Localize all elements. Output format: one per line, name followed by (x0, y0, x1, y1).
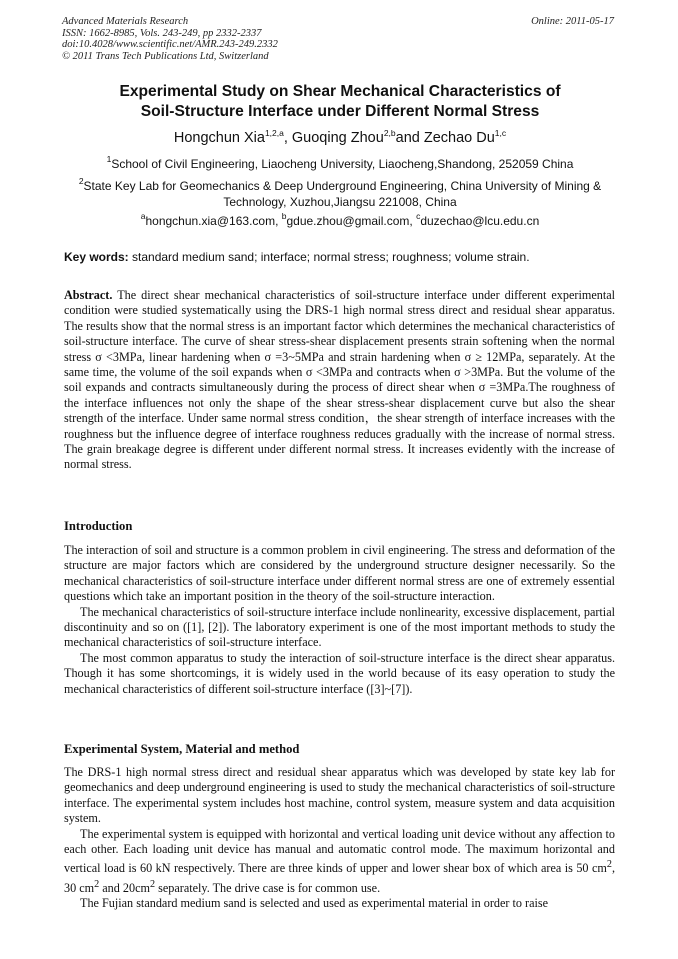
issn-line: ISSN: 1662-8985, Vols. 243-249, pp 2332-2337 (62, 27, 262, 39)
author-list (60, 130, 620, 146)
email-list (62, 211, 618, 228)
title-line-2: Soil-Structure Interface under Different Normal Stress (140, 103, 540, 120)
author-1: Hongchun Xia (173, 130, 265, 146)
intro-paragraph-1: The interaction of soil and structure is a common problem in civil engineering. The stress and deformation of the structure are major factors which are considered by the underground structure designer necessarily. So the mechanical characteristics of soil-structure interface under different normal stress are one of extremely essential questions which take an important position in the theory of the soil-structure interaction. (64, 543, 615, 604)
exp-p2-part-a: The experimental system is equipped with horizontal and vertical loading unit device without any affection to each other. Each loading unit device has manual and automatic control mode. The maximum horizontal and vertical load is 60 kN respectively. There are three kinds of upper and lower shear box of which area is 50 cm (64, 826, 615, 876)
journal-header (62, 16, 278, 62)
title-line-1: Experimental Study on Shear Mechanical Characteristics of (119, 83, 561, 100)
online-date: Online: 2011-05-17 (531, 16, 614, 27)
intro-paragraph-3: The most common apparatus to study the interaction of soil-structure interface is the direct shear apparatus. Though it has some shortcomings, it is widely used in the world because of its easy operation to study the mechanical characteristics of different soil-structure interface ([3]~[7]). (64, 650, 615, 696)
cm2-sup-1: 2 (606, 859, 612, 871)
exp-p2-part-c: and 20cm (99, 880, 150, 895)
email-b: gdue.zhou@gmail.com, (286, 214, 417, 228)
author-3-sup: 1,c (494, 128, 507, 138)
keywords (64, 250, 620, 264)
doi-line: doi:10.4028/www.scientific.net/AMR.243-249.2332 (62, 39, 278, 50)
abstract-label: Abstract. (64, 288, 113, 302)
cm2-sup-2: 2 (94, 878, 100, 890)
affiliation-2 (62, 176, 618, 210)
author-1-sup: 1,2,a (264, 128, 284, 138)
experimental-heading: Experimental System, Material and method (64, 742, 300, 756)
introduction-heading: Introduction (64, 519, 133, 533)
journal-name: Advanced Materials Research (62, 16, 189, 27)
abstract (64, 288, 615, 473)
email-a: hongchun.xia@163.com, (145, 214, 282, 228)
email-c: duzechao@lcu.edu.cn (420, 214, 540, 228)
intro-paragraph-2: The mechanical characteristics of soil-structure interface include nonlinearity, excessive displacement, partial discontinuity and so on ([1], [2]). The laboratory experiment is one of the most important methods to study the mechanical characteristics of soil-structure interface. (64, 604, 615, 650)
experimental-paragraph-1: The DRS-1 high normal stress direct and residual shear apparatus which was developed by state key lab for geomechanics and deep underground engineering is used to study the mechanical characteristics of soil-structure interface. The experimental system includes host machine, control system, measure system and data acquisition system. (64, 765, 615, 826)
keywords-text: standard medium sand; interface; normal stress; roughness; volume strain. (128, 250, 530, 264)
experimental-paragraph-3: The Fujian standard medium sand is selected and used as experimental material in order to raise (80, 896, 549, 911)
author-3: and Zechao Du (395, 130, 495, 146)
experimental-paragraph-2 (64, 827, 615, 897)
cm2-sup-3: 2 (149, 878, 156, 890)
experimental-body (64, 765, 615, 912)
affiliation-2-text: State Key Lab for Geomechanics & Deep Underground Engineering, China University of Mining & Technology, Xuzhou,Jiangsu 221008, China (83, 179, 602, 209)
affiliation-1 (62, 154, 618, 173)
abstract-text: The direct shear mechanical characteristics of soil-structure interface under different experimental condition were studied systematically using the DRS-1 high normal stress direct and residual shear apparatus. The results show that the normal stress is an important factor which determines the mechanical characteristics of soil-structure interface. The curve of shear stress-shear displacement presents strain softening when the normal stress σ <3MPa, linear hardening when σ =3~5MPa and strain hardening when σ ≥ 12MPa, separately. At the same time, the volume of the soil expands when σ <3MPa and contracts when σ >3MPa. But the volume of the soil expands and contracts simultaneously during the process of direct shear when σ =3MPa.The roughness of the interface influences not only the shape of the shear stress-shear displacement curve but also the shear strength of the interface. Under same normal stress condition，the shear strength of interface increases with the roughness but the influence degree of interface roughness reduces gradually with the increase of normal stress. The grain breakage degree is different under different normal stress. It increases evidently with the increase of normal stress. (64, 288, 615, 472)
email-b-sup: b (281, 211, 287, 221)
affiliation-1-text: School of Civil Engineering, Liaocheng University, Liaocheng,Shandong, 252059 China (111, 157, 574, 171)
affiliation-2-sup: 2 (78, 176, 84, 186)
author-2-sup: 2,b (383, 128, 396, 138)
email-c-sup: c (416, 211, 421, 221)
paper-title (60, 82, 620, 122)
copyright-line: © 2011 Trans Tech Publications Ltd, Switzerland (62, 50, 269, 62)
keywords-label: Key words: (64, 250, 129, 264)
introduction-body (64, 543, 615, 697)
exp-p2-part-b: , 30 cm (64, 861, 615, 895)
author-2: , Guoqing Zhou (283, 130, 384, 146)
affiliation-1-sup: 1 (106, 154, 112, 164)
exp-p2-part-d: separately. The drive case is for common use. (155, 880, 381, 895)
email-a-sup: a (140, 211, 146, 221)
